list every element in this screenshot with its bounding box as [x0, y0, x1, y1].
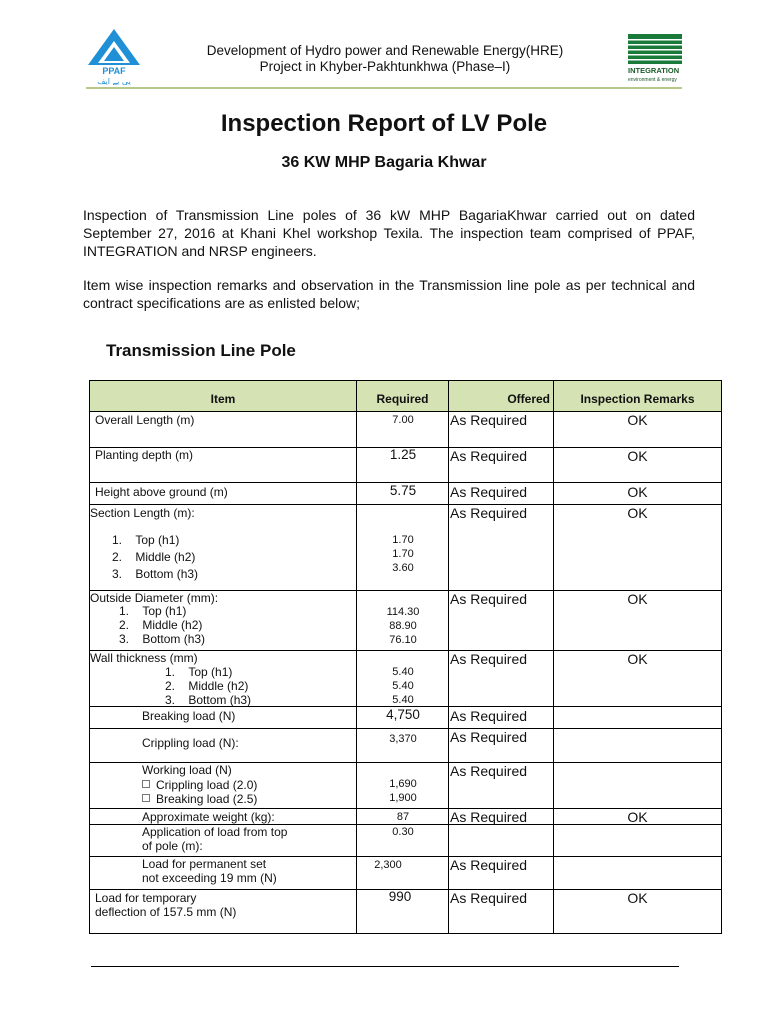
table-row	[90, 890, 721, 933]
row-remarks: OK	[627, 505, 648, 521]
checkbox-icon	[142, 794, 150, 802]
table-header-row	[90, 381, 721, 412]
row-item: Overall Length (m)	[95, 413, 195, 427]
row-remarks: OK	[627, 591, 648, 607]
row-item: Approximate weight (kg):	[142, 810, 275, 824]
table-row	[90, 412, 721, 448]
row-required: 5.40	[392, 694, 414, 706]
list-item: Breaking load (2.5)	[142, 792, 257, 806]
page-title: Inspection Report of LV Pole	[220, 110, 548, 137]
list-item: 2. Middle (h2)	[112, 550, 196, 564]
row-offered: As Required	[450, 890, 528, 906]
row-offered: As Required	[450, 448, 528, 464]
table-row	[90, 591, 721, 651]
table-row	[90, 809, 721, 825]
list-item: 1. Top (h1)	[165, 665, 233, 679]
row-item: Application of load from top	[142, 825, 288, 839]
list-item: 3. Bottom (h3)	[119, 632, 206, 646]
row-required: 87	[396, 811, 410, 823]
row-required: 5.75	[389, 483, 417, 498]
row-item: Height above ground (m)	[95, 485, 228, 499]
row-required: 0.30	[392, 826, 414, 838]
row-remarks: OK	[627, 809, 648, 825]
row-item: Outside Diameter (mm):	[90, 591, 219, 605]
row-item: deflection of 157.5 mm (N)	[95, 905, 237, 919]
row-offered: As Required	[450, 484, 528, 500]
list-item: 2. Middle (h2)	[165, 679, 249, 693]
row-item: of pole (m):	[142, 839, 203, 853]
table-row	[90, 857, 721, 890]
header-remarks: Inspection Remarks	[554, 381, 721, 411]
table-row	[90, 483, 721, 505]
table-row	[90, 505, 721, 591]
row-required: 5.40	[392, 666, 414, 678]
row-item: Breaking load (N)	[142, 709, 236, 723]
page-subtitle: 36 KW MHP Bagaria Khwar	[281, 154, 487, 171]
row-item: Wall thickness (mm)	[90, 651, 198, 665]
ppaf-logo	[86, 27, 142, 85]
row-item: Planting depth (m)	[95, 448, 194, 462]
row-offered: As Required	[450, 651, 528, 667]
row-item: Section Length (m):	[90, 506, 195, 520]
inspection-table	[89, 380, 722, 934]
integration-stripes-icon	[628, 34, 682, 88]
table-row	[90, 651, 721, 707]
header-offered: Offered	[449, 381, 554, 411]
header-divider	[86, 87, 682, 89]
row-remarks: OK	[627, 651, 648, 667]
row-offered: As Required	[450, 412, 528, 428]
row-item: Crippling load (N):	[142, 736, 239, 750]
integration-logo-tagline: environment & energy	[628, 77, 677, 83]
list-item: 1. Top (h1)	[119, 604, 187, 618]
checkbox-icon	[142, 780, 150, 788]
ppaf-logo-letters: PPAF	[102, 66, 126, 76]
row-item: not exceeding 19 mm (N)	[142, 871, 277, 885]
row-required: 4,750	[386, 707, 420, 722]
row-offered: As Required	[450, 729, 528, 745]
row-remarks: OK	[627, 484, 648, 500]
intro-paragraph: Inspection of Transmission Line poles of 36 kW MHP BagariaKhwar carried out on dated September 27, 2016 at Khani Khel workshop Texila. The inspection team comprised of PPAF, INTEGRATION and NRSP engineers.	[83, 207, 695, 259]
row-required: 88.90	[389, 620, 417, 632]
row-remarks: OK	[627, 448, 648, 464]
integration-logo-name: INTEGRATION	[628, 66, 680, 75]
row-required: 1,900	[389, 792, 417, 804]
table-row	[90, 825, 721, 857]
table-row	[90, 707, 721, 729]
row-required: 5.40	[392, 680, 414, 692]
project-header	[150, 43, 620, 75]
row-required: 1.25	[389, 447, 417, 462]
row-item: Load for permanent set	[142, 857, 267, 871]
section-title: Transmission Line Pole	[106, 341, 296, 360]
integration-logo	[628, 34, 682, 88]
row-offered: As Required	[450, 708, 528, 724]
header-required: Required	[357, 381, 449, 411]
list-item: 1. Top (h1)	[112, 533, 180, 547]
row-required: 3.60	[392, 562, 414, 574]
row-required: 76.10	[389, 634, 417, 646]
row-required: 990	[388, 889, 412, 904]
row-remarks: OK	[627, 412, 648, 428]
row-remarks: OK	[627, 890, 648, 906]
header-line-2: Project in Khyber-Pakhtunkhwa (Phase–I)	[259, 59, 511, 74]
list-item: Crippling load (2.0)	[142, 778, 257, 792]
row-offered: As Required	[450, 591, 528, 607]
row-offered: As Required	[450, 809, 528, 825]
ppaf-logo-script: پی پے ایف	[97, 77, 131, 85]
row-required: 1,690	[389, 778, 417, 790]
row-offered: As Required	[450, 857, 528, 873]
row-item: Working load (N)	[142, 763, 232, 777]
ppaf-triangle-icon	[86, 27, 142, 85]
scope-paragraph: Item wise inspection remarks and observation in the Transmission line pole as per technical and contract specifications are as enlisted below;	[83, 277, 695, 311]
table-row	[90, 763, 721, 809]
row-required: 1.70	[392, 534, 414, 546]
row-offered: As Required	[450, 763, 528, 779]
header-item: Item	[90, 381, 357, 411]
row-required: 2,300	[374, 859, 402, 871]
footer-divider	[91, 966, 679, 967]
row-item: Load for temporary	[95, 891, 197, 905]
row-required: 7.00	[392, 414, 414, 426]
list-item: 3. Bottom (h3)	[165, 693, 252, 707]
row-required: 1.70	[392, 548, 414, 560]
header-line-1: Development of Hydro power and Renewable Energy(HRE)	[206, 43, 564, 58]
row-required: 114.30	[386, 606, 420, 618]
list-item: 3. Bottom (h3)	[112, 567, 199, 581]
table-row	[90, 729, 721, 763]
row-required: 3,370	[389, 733, 417, 745]
table-row	[90, 448, 721, 483]
row-offered: As Required	[450, 505, 528, 521]
list-item: 2. Middle (h2)	[119, 618, 203, 632]
